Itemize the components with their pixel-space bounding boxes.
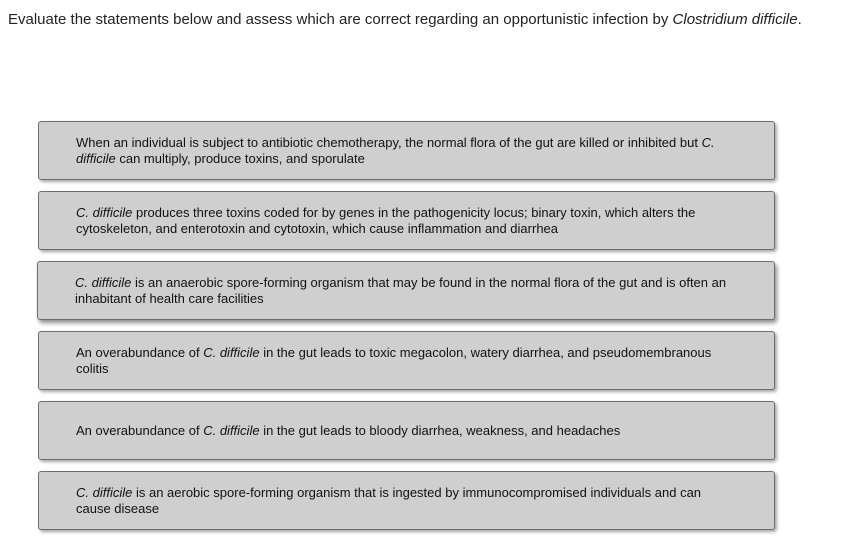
statement-text-post: is an aerobic spore-forming organism that is ingested by immunocompromised individuals and can cause disease (76, 484, 702, 516)
statement-organism: C. difficile (203, 422, 260, 438)
statement-card-6[interactable] (38, 471, 775, 530)
question-prompt (8, 10, 848, 30)
statement-text-post: in the gut leads to toxic megacolon, watery diarrhea, and pseudomembranous colitis (76, 344, 712, 376)
prompt-text: Evaluate the statements below and assess which are correct regarding an opportunistic infection by (8, 11, 673, 28)
statement-text (76, 485, 734, 517)
statement-organism: C. difficile (76, 484, 133, 500)
statement-text-post: can multiply, produce toxins, and sporulate (115, 150, 365, 166)
statement-card-1[interactable] (38, 121, 775, 180)
statement-text-post: produces three toxins coded for by genes in the pathogenicity locus; binary toxin, which alters the cytoskeleton, and enterotoxin and cytotoxin, which cause inflammation and diarrhea (76, 204, 696, 236)
statement-text (76, 423, 620, 439)
statement-text-pre: When an individual is subject to antibiotic chemotherapy, the normal flora of the gut are killed or inhibited but (76, 134, 702, 150)
statement-organism: C. difficile (76, 134, 715, 166)
statement-organism: C. difficile (75, 274, 132, 290)
prompt-organism: Clostridium difficile (672, 11, 798, 28)
statement-text-pre: An overabundance of (76, 422, 204, 438)
statement-text-post: is an anaerobic spore-forming organism that may be found in the normal flora of the gut and is often an inhabitant of health care facilities (75, 274, 727, 306)
statement-card-3[interactable] (37, 261, 775, 320)
statement-organism: C. difficile (76, 204, 133, 220)
statement-text (76, 135, 734, 167)
statement-card-2[interactable] (38, 191, 775, 250)
statement-text-pre: An overabundance of (76, 344, 204, 360)
statement-card-4[interactable] (38, 331, 775, 390)
statement-list (38, 121, 775, 541)
statement-text (75, 275, 734, 307)
statement-text (76, 205, 734, 237)
statement-card-5[interactable] (38, 401, 775, 460)
statement-organism: C. difficile (203, 344, 260, 360)
statement-text-post: in the gut leads to bloody diarrhea, weakness, and headaches (259, 422, 621, 438)
statement-text (76, 345, 734, 377)
prompt-end: . (797, 11, 802, 28)
